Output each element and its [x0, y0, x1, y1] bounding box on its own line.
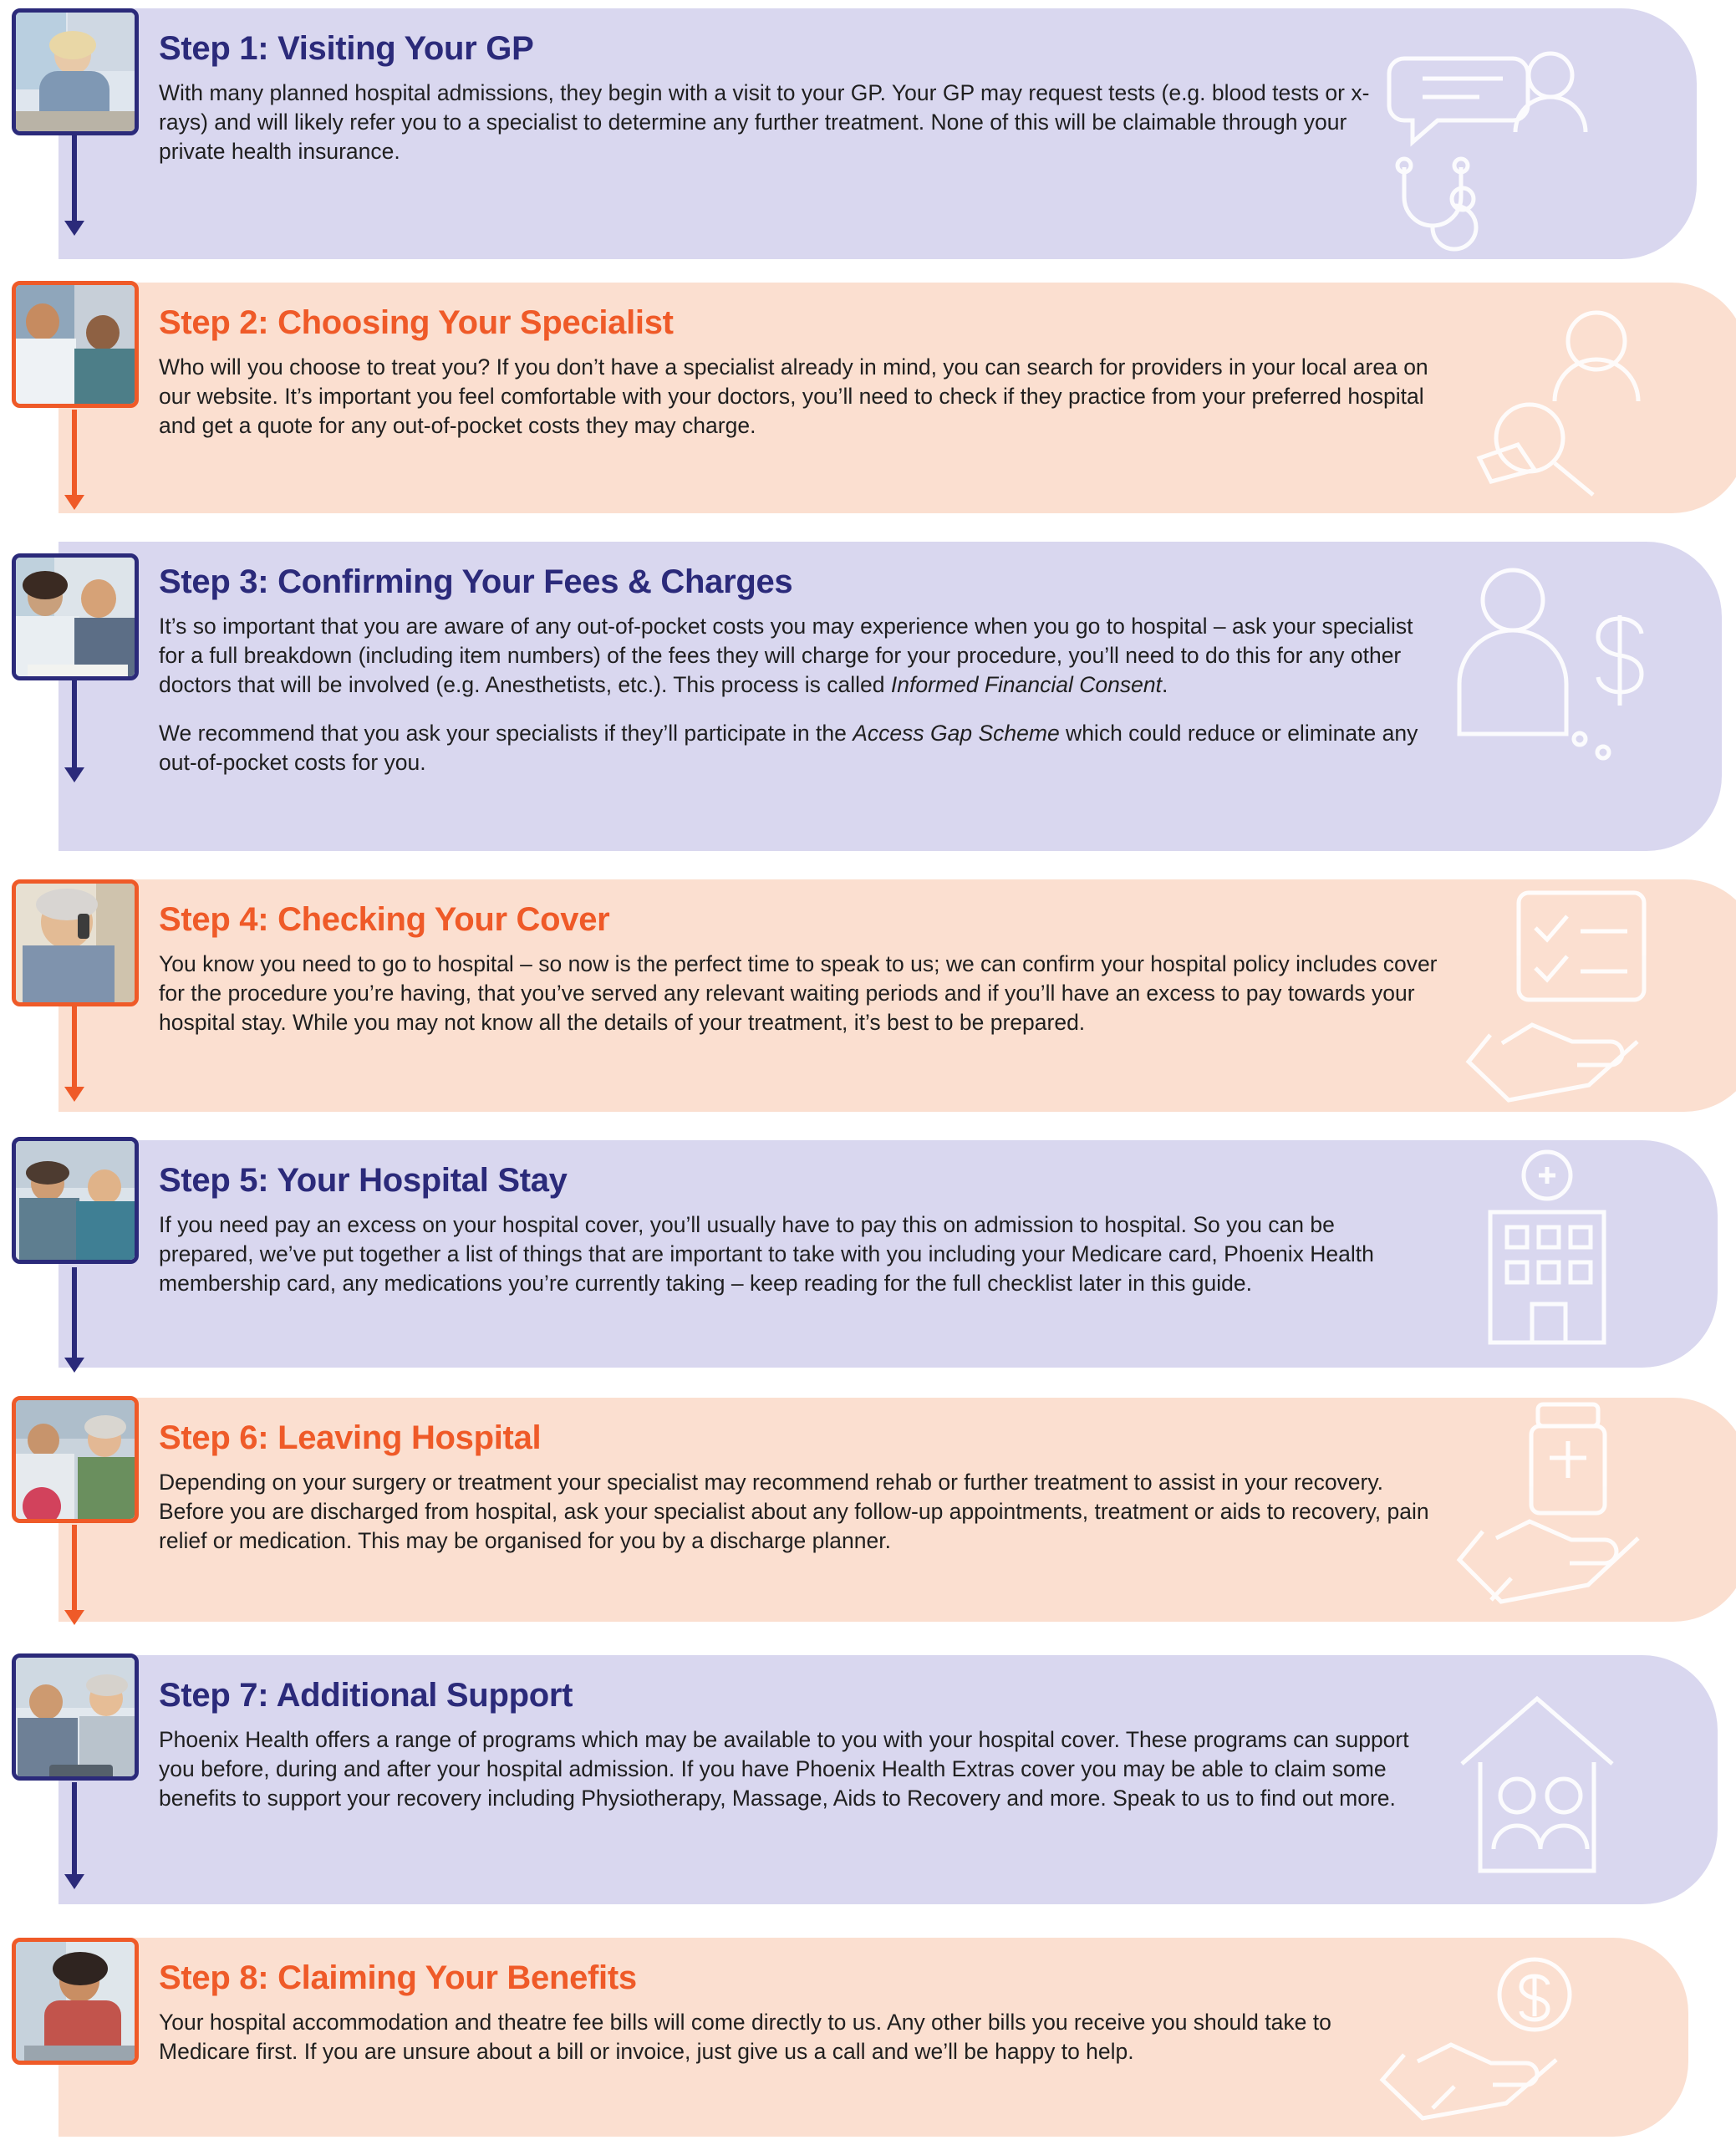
step-7-paragraph: Phoenix Health offers a range of programs which may be available to you with your hospital cover. These programs can support you before, during and after your hospital admission. If you have Phoenix Health Extras cover you may be able to claim some benefits to support your recovery including Physiotherapy, Massage, Aids to Recovery and more. Speak to us to find out more. — [159, 1727, 1409, 1811]
carer-with-patient-at-home-photo — [16, 1658, 135, 1776]
step-5-to-6-arrow — [72, 1267, 77, 1359]
step-6-to-7-arrow — [72, 1525, 77, 1612]
step-4-to-5-arrow — [72, 1006, 77, 1088]
step-6-band — [59, 1398, 1736, 1622]
step-2-to-3-arrow — [72, 410, 77, 497]
step-4-title: Step 4: Checking Your Cover — [159, 901, 610, 938]
step-4-band — [59, 879, 1736, 1112]
step-2-title: Step 2: Choosing Your Specialist — [159, 304, 674, 341]
nurse-with-patient-in-ward-photo — [16, 1141, 135, 1260]
step-7-band — [59, 1655, 1718, 1904]
step-3-paragraph-2: We recommend that you ask your specialists if they’ll participate in the Access Gap Scheme which could reduce or eliminate any out-of-pocket costs for you. — [159, 720, 1418, 775]
step-1-paragraph: With many planned hospital admissions, they begin with a visit to your GP. Your GP may request tests (e.g. blood tests or x-rays) and will likely refer you to a specialist to determine any further treatment. None of this will be claimable through your private health insurance. — [159, 80, 1370, 165]
step-4-thumbnail — [12, 879, 139, 1006]
step-6-title: Step 6: Leaving Hospital — [159, 1419, 542, 1456]
step-3-title: Step 3: Confirming Your Fees & Charges — [159, 563, 793, 600]
step-5-band — [59, 1140, 1718, 1368]
female-gp-at-desk-photo — [16, 13, 135, 131]
step-5-title: Step 5: Your Hospital Stay — [159, 1162, 568, 1199]
step-2-band — [59, 283, 1736, 513]
step-2-thumbnail — [12, 281, 139, 408]
step-1-title: Step 1: Visiting Your GP — [159, 30, 534, 67]
step-1-to-2-arrow — [72, 135, 77, 222]
step-8-title: Step 8: Claiming Your Benefits — [159, 1959, 637, 1996]
older-man-on-phone-photo — [16, 884, 135, 1002]
step-3-paragraph-1: It’s so important that you are aware of any out-of-pocket costs you may experience when you go to hospital – ask your specialist for a full breakdown (including item numbers) of the fees they will charge for your procedure, you’ll need to do this for any other doctors that will be involved (e.g. Anesthetists, etc.). This process is called Informed Financial Consent. — [159, 614, 1413, 698]
step-4-paragraph: You know you need to go to hospital – so now is the perfect time to speak to us; we can confirm your hospital policy includes cover for the procedure you’re having, that you’ve served any relevant waiting periods and if you’ll have an excess to pay towards your hospital stay. While you may not know all the details of your treatment, it’s best to be prepared. — [159, 951, 1438, 1036]
step-6-paragraph: Depending on your surgery or treatment your specialist may recommend rehab or further treatment to assist in your recovery. Before you are discharged from hospital, ask your specialist about any follow-up appointments, treatment or aids to recovery, pain relief or medication. This may be organised for you by a discharge planner. — [159, 1470, 1429, 1554]
step-3-band — [59, 542, 1722, 851]
step-5-paragraph: If you need pay an excess on your hospital cover, you’ll usually have to pay this on admission to hospital. So you can be prepared, we’ve put together a list of things that are important to take with you including your Medicare card, Phoenix Health membership card, any medications you’re currently taking – keep reading for the full checklist later in this guide. — [159, 1212, 1374, 1297]
step-5-thumbnail — [12, 1137, 139, 1264]
step-8-band — [59, 1938, 1688, 2137]
step-6-thumbnail — [12, 1396, 139, 1523]
step-3-thumbnail — [12, 553, 139, 680]
nurse-helping-patient-leave-photo — [16, 1400, 135, 1519]
step-1-thumbnail — [12, 8, 139, 135]
two-clinicians-reviewing-paperwork-photo — [16, 558, 135, 676]
step-1-band — [59, 8, 1697, 259]
doctor-talking-with-patient-photo — [16, 285, 135, 404]
step-7-title: Step 7: Additional Support — [159, 1677, 573, 1714]
woman-with-laptop-at-home-photo — [16, 1942, 135, 2061]
step-2-paragraph: Who will you choose to treat you? If you don’t have a specialist already in mind, you can search for providers in your local area on our website. It’s important you feel comfortable with your doctors, you’ll need to check if they practice from your preferred hospital and get a quote for any out-of-pocket costs they may charge. — [159, 354, 1428, 439]
step-8-thumbnail — [12, 1938, 139, 2065]
step-7-thumbnail — [12, 1653, 139, 1781]
step-7-to-8-arrow — [72, 1782, 77, 1876]
step-8-paragraph: Your hospital accommodation and theatre fee bills will come directly to us. Any other bills you receive you should take to Medicare first. If you are unsure about a bill or invoice, just give us a call and we’ll be happy to help. — [159, 2010, 1331, 2065]
step-3-to-4-arrow — [72, 680, 77, 769]
